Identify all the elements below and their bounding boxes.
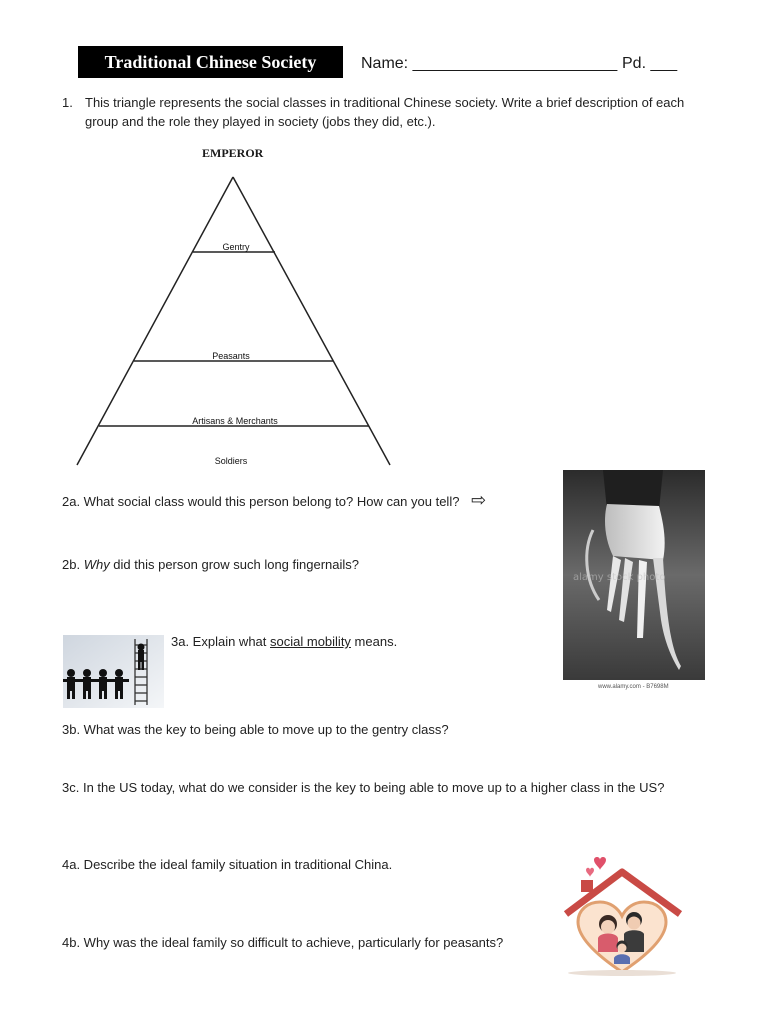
family-house-icon [548,852,696,978]
social-mobility-term: social mobility [270,634,351,649]
triangle-level-soldiers: Soldiers [214,456,248,466]
photo-watermark: alamy stock photo [573,572,666,583]
question-2a [62,491,486,511]
ladder-people-icon [63,635,164,708]
worksheet-title: Traditional Chinese Society [78,46,343,78]
question-4b: 4b. Why was the ideal family so difficult to achieve, particularly for peasants? [62,935,504,950]
period-field: Pd. ___ [622,55,678,72]
family-house-illustration [548,852,696,978]
question-2b-prefix: 2b. [62,557,84,572]
triangle-level-peasants: Peasants [212,351,250,361]
hand-illustration [563,470,705,680]
question-2b-rest: did this person grow such long fingernails? [109,557,359,572]
question-3a-rest: means. [350,634,398,649]
question-3b: 3b. What was the key to being able to move up to the gentry class? [62,722,449,737]
question-1-text: This triangle represents the social classes in traditional Chinese society. Write a brief description of each group and the role they played in society (jobs they did, etc.). [85,95,685,129]
question-2b-emphasis: Why [83,557,110,572]
question-2a-text: 2a. What social class would this person belong to? How can you tell? [62,494,460,509]
long-fingernails-photo [563,470,705,680]
question-2b [62,555,359,574]
question-1-number: 1. [62,95,73,110]
photo-caption: www.alamy.com - B7698M [598,684,669,690]
triangle-level-artisans-merchants: Artisans & Merchants [192,416,278,426]
question-3a-prefix: 3a. Explain what [171,634,271,649]
heart-icon [594,857,606,870]
question-4a: 4a. Describe the ideal family situation in traditional China. [62,857,393,872]
right-arrow-icon: ⇨ [471,490,487,511]
question-3a [171,632,397,651]
question-3c: 3c. In the US today, what do we consider is the key to being able to move up to a higher class in the US? [62,780,665,795]
triangle-level-gentry: Gentry [222,242,250,252]
heart-icon [586,868,594,877]
social-mobility-illustration [63,635,164,708]
emperor-label: EMPEROR [202,146,264,160]
name-field: Name: _______________________ [361,55,618,72]
